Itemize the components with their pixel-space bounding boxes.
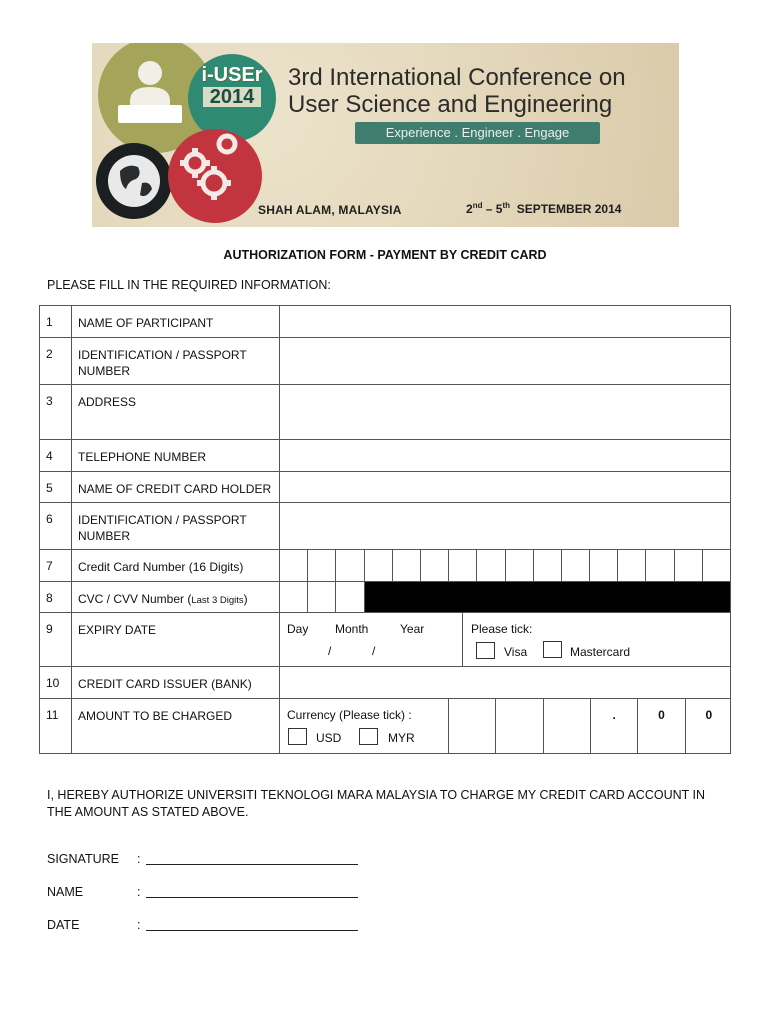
amount-digit-box[interactable]: [495, 699, 542, 753]
row-label: IDENTIFICATION / PASSPORT NUMBER: [72, 338, 280, 385]
visa-checkbox[interactable]: [476, 642, 495, 659]
signature-line[interactable]: [146, 851, 358, 865]
form-row: [40, 440, 731, 472]
year-label: Year: [400, 622, 425, 636]
row-number: 9: [40, 613, 72, 667]
card-digit-box[interactable]: [449, 550, 477, 581]
amount-digit-box[interactable]: [448, 699, 495, 753]
cardholder-name-field[interactable]: [280, 472, 731, 503]
logo-text: [199, 65, 265, 109]
card-digit-box[interactable]: [675, 550, 703, 581]
name-line[interactable]: [146, 884, 358, 898]
card-digit-box[interactable]: [534, 550, 562, 581]
colon: :: [137, 852, 141, 866]
cardholder-id-field[interactable]: [280, 503, 731, 550]
colon: :: [137, 918, 141, 932]
mastercard-checkbox[interactable]: [543, 641, 562, 658]
form-row: [40, 613, 731, 667]
conference-banner: [92, 43, 679, 227]
card-digit-box[interactable]: [336, 550, 364, 581]
row-label: TELEPHONE NUMBER: [72, 440, 280, 472]
row-label: IDENTIFICATION / PASSPORT NUMBER: [72, 503, 280, 550]
date-separator: /: [328, 644, 332, 658]
cvc-digit-box[interactable]: [280, 582, 308, 612]
form-row: [40, 385, 731, 440]
amount-cent-digit: 0: [637, 699, 684, 753]
venue: SHAH ALAM, MALAYSIA: [258, 203, 402, 217]
address-field[interactable]: [280, 385, 731, 440]
card-digit-box[interactable]: [590, 550, 618, 581]
name-label: NAME: [47, 885, 84, 899]
amount-cell: [280, 699, 731, 754]
row-label: CREDIT CARD ISSUER (BANK): [72, 667, 280, 699]
divider: [462, 613, 463, 666]
cvc-cells: [280, 582, 731, 613]
day-label: Day: [287, 622, 309, 636]
row-label: ADDRESS: [72, 385, 280, 440]
amount-cent-digit: 0: [685, 699, 732, 753]
amount-digit-box[interactable]: [543, 699, 590, 753]
red-circle: [168, 129, 262, 223]
form-row: [40, 667, 731, 699]
form-row: [40, 472, 731, 503]
row-number: 2: [40, 338, 72, 385]
usd-checkbox[interactable]: [288, 728, 307, 745]
expiry-cell: [280, 613, 731, 667]
form-row: [40, 503, 731, 550]
row-label: NAME OF PARTICIPANT: [72, 306, 280, 338]
visa-label: Visa: [504, 645, 528, 659]
usd-label: USD: [316, 731, 342, 745]
date-line[interactable]: [146, 917, 358, 931]
row-number: 10: [40, 667, 72, 699]
card-digit-box[interactable]: [421, 550, 449, 581]
row-number: 6: [40, 503, 72, 550]
date-separator: /: [372, 644, 376, 658]
cvc-digit-box[interactable]: [336, 582, 364, 612]
label-note: Last 3 Digits: [191, 595, 244, 606]
row-number: 4: [40, 440, 72, 472]
myr-label: MYR: [388, 731, 415, 745]
row-label: EXPIRY DATE: [72, 613, 280, 667]
myr-checkbox[interactable]: [359, 728, 378, 745]
logo-line1: i-USEr: [201, 64, 263, 86]
card-digit-box[interactable]: [365, 550, 393, 581]
title-line2: User Science and Engineering: [288, 91, 613, 118]
card-digit-box[interactable]: [393, 550, 421, 581]
card-digit-box[interactable]: [562, 550, 590, 581]
please-tick-label: Please tick:: [471, 622, 533, 636]
form-row: [40, 582, 731, 613]
card-digit-box[interactable]: [703, 550, 730, 581]
form-instruction: PLEASE FILL IN THE REQUIRED INFORMATION:: [47, 278, 331, 292]
mastercard-label: Mastercard: [570, 645, 631, 659]
card-digit-box[interactable]: [646, 550, 674, 581]
conference-dates: 2nd – 5th SEPTEMBER 2014: [466, 201, 622, 216]
signature-label: SIGNATURE: [47, 852, 119, 866]
row-label: NAME OF CREDIT CARD HOLDER: [72, 472, 280, 503]
card-number-cells: [280, 550, 731, 582]
amount-boxes: [448, 699, 732, 753]
form-row: [40, 338, 731, 385]
row-number: 5: [40, 472, 72, 503]
row-number: 11: [40, 699, 72, 754]
participant-name-field[interactable]: [280, 306, 731, 338]
payment-form-table: [39, 305, 731, 754]
row-number: 8: [40, 582, 72, 613]
colon: :: [137, 885, 141, 899]
logo-line2: 2014: [203, 87, 261, 107]
amount-decimal-point: .: [590, 699, 637, 753]
card-digit-box[interactable]: [308, 550, 336, 581]
date-label: DATE: [47, 918, 80, 932]
cvc-digit-box[interactable]: [308, 582, 336, 612]
blacked-out-area: [365, 582, 730, 612]
row-label: AMOUNT TO BE CHARGED: [72, 699, 280, 754]
month-label: Month: [335, 622, 369, 636]
row-number: 3: [40, 385, 72, 440]
authorization-declaration: I, HEREBY AUTHORIZE UNIVERSITI TEKNOLOGI MARA MALAYSIA TO CHARGE MY CREDIT CARD ACCOUNT IN THE AMOUNT AS STATED ABOVE.: [47, 788, 706, 819]
tagline: Experience . Engineer . Engage: [355, 122, 600, 144]
form-row: [40, 550, 731, 582]
card-digit-box[interactable]: [506, 550, 534, 581]
row-number: 7: [40, 550, 72, 582]
issuer-bank-field[interactable]: [280, 667, 731, 699]
form-title: AUTHORIZATION FORM - PAYMENT BY CREDIT CARD: [223, 248, 547, 262]
card-digit-box[interactable]: [477, 550, 505, 581]
card-digit-box[interactable]: [280, 550, 308, 581]
title-line1: 3rd International Conference on: [288, 64, 626, 91]
form-row: [40, 699, 731, 754]
globe-icon: [108, 155, 160, 207]
row-label: Credit Card Number (16 Digits): [72, 550, 280, 582]
currency-label: Currency (Please tick) :: [287, 708, 412, 722]
conference-title: [288, 64, 626, 118]
form-row: [40, 306, 731, 338]
row-number: 1: [40, 306, 72, 338]
participant-id-field[interactable]: [280, 338, 731, 385]
card-digit-box[interactable]: [618, 550, 646, 581]
telephone-field[interactable]: [280, 440, 731, 472]
row-label: CVC / CVV Number (Last 3 Digits): [72, 582, 280, 613]
